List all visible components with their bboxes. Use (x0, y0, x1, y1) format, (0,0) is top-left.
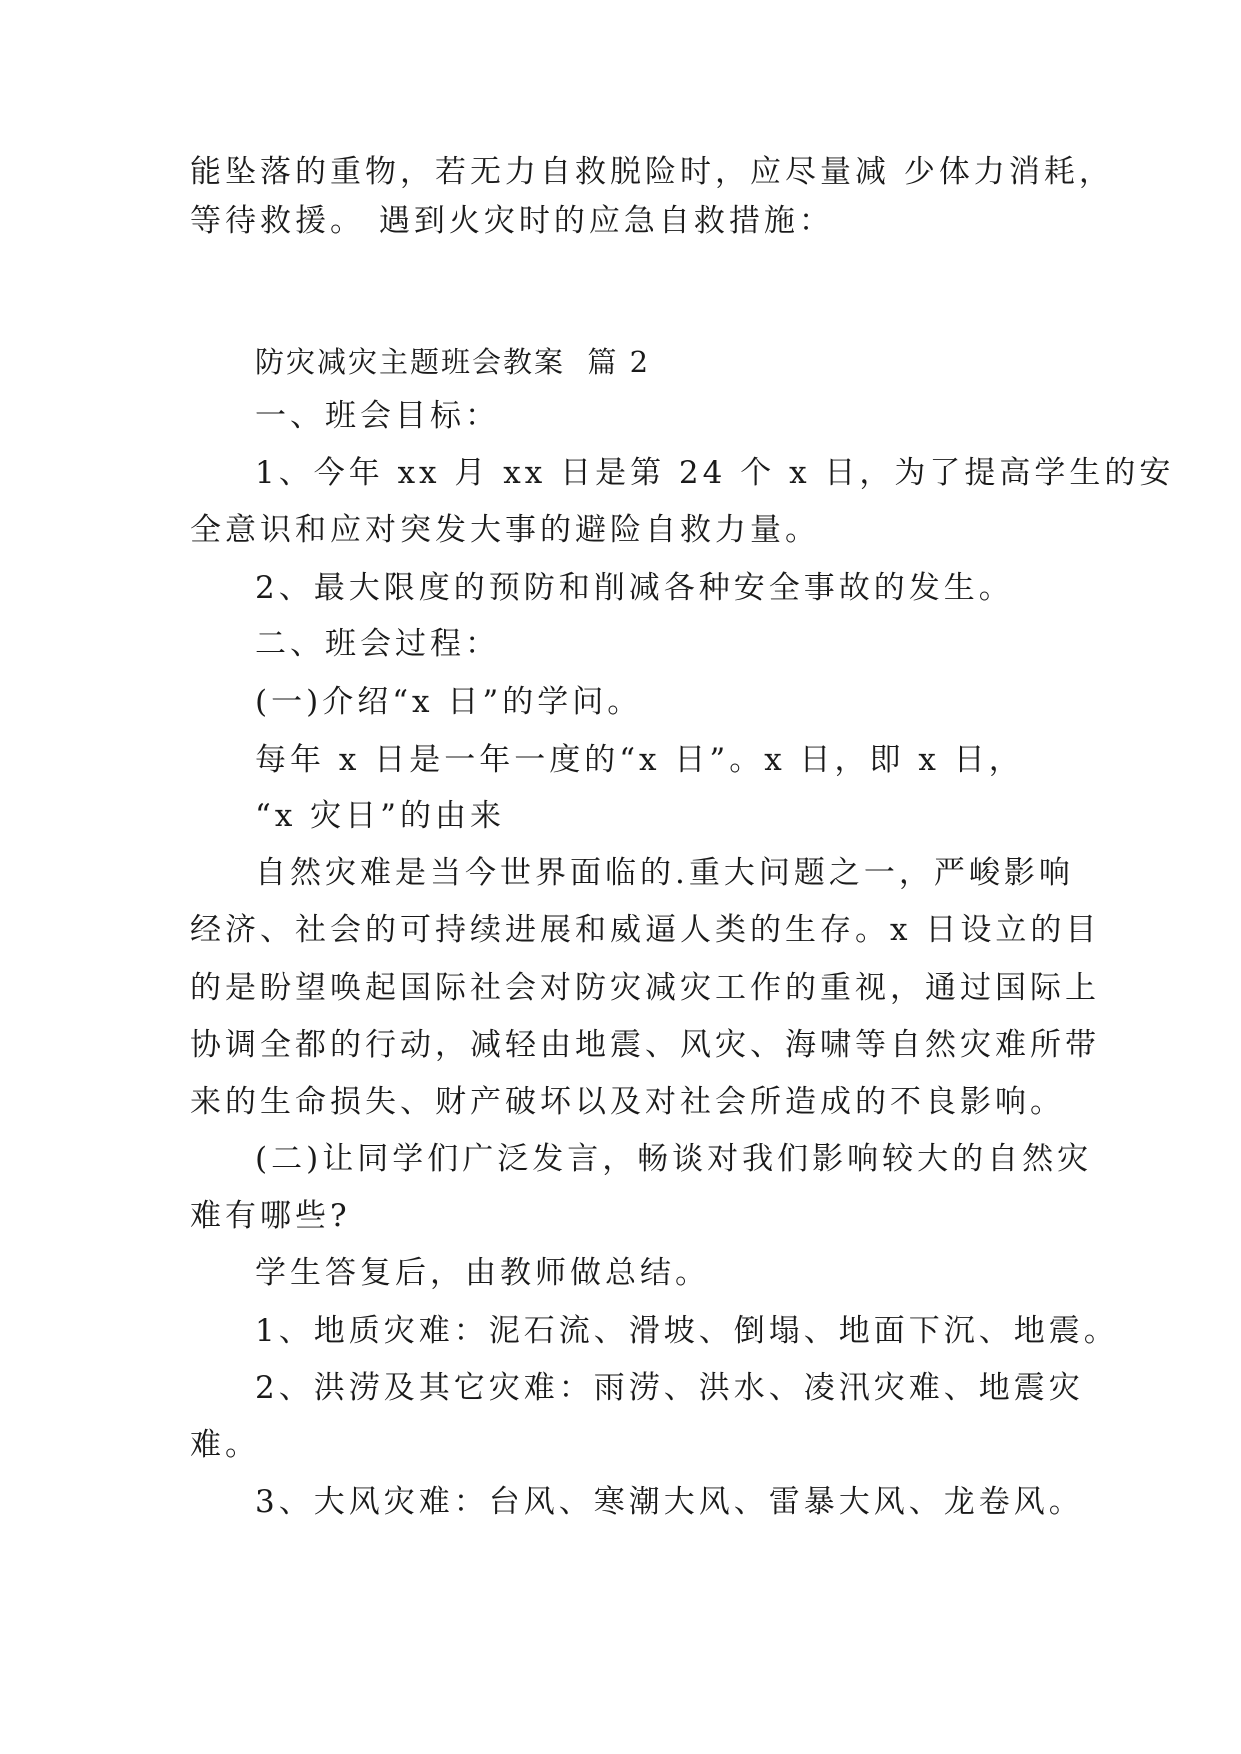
section-heading: 二、班会过程： (255, 626, 500, 662)
text-line: 难有哪些? (190, 1198, 351, 1234)
text-line: 每年 x 日是一年一度的“x 日”。x 日，即 x 日， (255, 742, 1024, 778)
text-line: 来的生命损失、财产破坏以及对社会所造成的不良影响。 (190, 1084, 1065, 1120)
text-line: (一)介绍“x 日”的学问。 (255, 684, 643, 720)
text-line: 学生答复后，由教师做总结。 (255, 1255, 710, 1291)
text-line: 难。 (190, 1427, 260, 1463)
text-line: 2、最大限度的预防和削减各种安全事故的发生。 (255, 570, 1014, 606)
text-line: 能坠落的重物，若无力自救脱险时，应尽量减 少体力消耗， (190, 154, 1114, 190)
text-line: 经济、社会的可持续进展和威逼人类的生存。x 日设立的目 (190, 912, 1101, 948)
text-line: 3、大风灾难：台风、寒潮大风、雷暴大风、龙卷风。 (255, 1484, 1084, 1520)
text-line: “x 灾日”的由来 (255, 798, 506, 834)
text-line: 2、洪涝及其它灾难：雨涝、洪水、凌汛灾难、地震灾 (255, 1370, 1084, 1406)
text-line: 自然灾难是当今世界面临的.重大问题之一，严峻影响 (255, 855, 1074, 891)
text-line: (二)让同学们广泛发言，畅谈对我们影响较大的自然灾 (255, 1141, 1093, 1177)
section-title: 防灾减灾主题班会教案 篇 2 (255, 345, 651, 379)
text-line: 协调全都的行动，减轻由地震、风灾、海啸等自然灾难所带 (190, 1027, 1100, 1063)
text-line: 等待救援。 遇到火灾时的应急自救措施： (190, 203, 834, 239)
text-line: 1、地质灾难：泥石流、滑坡、倒塌、地面下沉、地震。 (255, 1313, 1119, 1349)
section-heading: 一、班会目标： (255, 398, 500, 434)
text-line: 1、今年 xx 月 xx 日是第 24 个 x 日，为了提高学生的安 (255, 455, 1175, 491)
text-line: 的是盼望唤起国际社会对防灾减灾工作的重视，通过国际上 (190, 970, 1100, 1006)
text-line: 全意识和应对突发大事的避险自救力量。 (190, 512, 820, 548)
